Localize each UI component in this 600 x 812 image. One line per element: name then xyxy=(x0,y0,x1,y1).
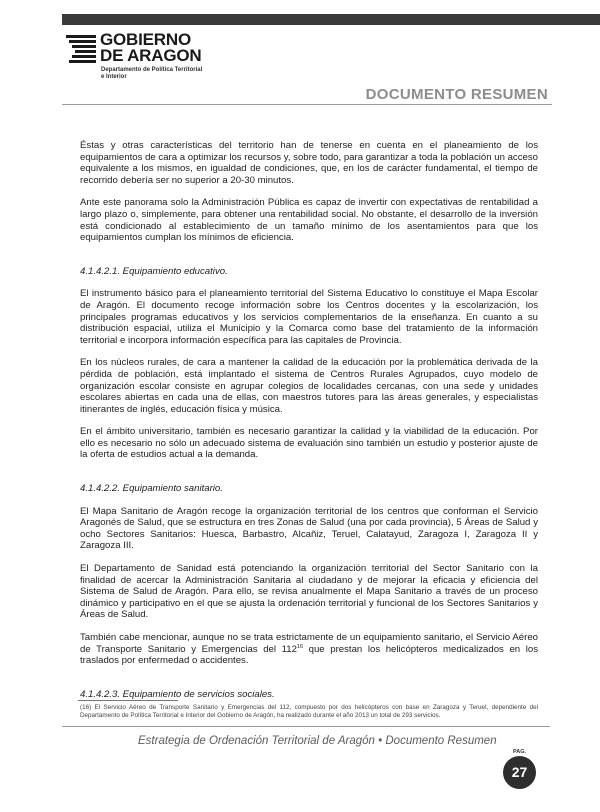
paragraph: El Departamento de Sanidad está potenciando la organización territorial del Sector Sanitario con la finalidad de acercar la Administración Sanitaria al ciudadano y de mejorar la eficacia y eficiencia del Sistema de Salud de Aragón. Para ello, se revisa anualmente el Mapa Sanitario a través de un proceso dinámico y participativo en el que se ajusta la ordenación territorial y funcional de los Sectores Sanitarios y Áreas de Salud. xyxy=(80,563,538,621)
main-content xyxy=(80,140,538,711)
footnote: (16) El Servicio Aéreo de Transporte Sanitario y Emergencias del 112, compuesto por dos helicópteros con base en Zaragoza y Teruel, dependiente del Departamento de Política Territorial e Interior del Gobierno de Aragón, ha realizado durante el año 2013 un total de 293 servicios. xyxy=(80,704,538,719)
paragraph: Ante este panorama solo la Administración Pública es capaz de invertir con expectativas de rentabilidad a largo plazo o, simplemente, para obtener una rentabilidad social. No obstante, el desarrollo de la inversión está condicionado al establecimiento de un tamaño mínimo de los asentamientos para que los equipamientos cumplan los mínimos de eficiencia. xyxy=(80,197,538,244)
paragraph-text: que prestan los helicópteros medicalizados en los traslados por enfermedad o accidentes. xyxy=(80,643,538,667)
department-line-1: Departamento de Política Territorial xyxy=(101,67,203,73)
department-name xyxy=(101,67,202,81)
top-bar xyxy=(62,14,600,25)
section-heading-sanitario: 4.1.4.2.2. Equipamiento sanitario. xyxy=(80,483,223,495)
paragraph: Éstas y otras características del territorio han de tenerse en cuenta en el planeamiento de los equipamientos de cara a optimizar los recursos y, sobre todo, para garantizar a toda la población un acceso equivalente a los mismos, en igualdad de condiciones, que, en los de carácter fundamental, el tiempo de recorrido debería ser no superior a 20-30 minutos. xyxy=(80,140,538,186)
footer-divider xyxy=(62,726,550,727)
page-number: 27 xyxy=(503,756,536,789)
footer-title: Estrategia de Ordenación Territorial de Aragón • Documento Resumen xyxy=(138,735,497,747)
paragraph: En el ámbito universitario, también es necesario garantizar la calidad y la viabilidad de la educación. Por ello es necesario no sólo un adecuado sistema de evaluación sino también un estudio y posterior ajuste de la oferta de estudios actual a la demanda. xyxy=(80,426,538,461)
logo-line-1: GOBIERNO xyxy=(100,30,191,49)
section-heading-educativo: 4.1.4.2.1. Equipamiento educativo. xyxy=(80,265,228,277)
aragon-emblem-icon xyxy=(66,33,100,67)
gobierno-aragon-logo xyxy=(66,32,266,92)
paragraph xyxy=(80,632,538,667)
paragraph-text: También cabe mencionar, aunque no se trata estrictamente de un equipamiento sanitario, el Servicio Aéreo de Transporte Sanitario y Emergencias del 112 xyxy=(80,632,538,655)
header-divider xyxy=(62,104,552,105)
section-heading-servicios-sociales: 4.1.4.2.3. Equipamiento de servicios sociales. xyxy=(80,688,275,700)
paragraph: En los núcleos rurales, de cara a mantener la calidad de la educación por la problemática derivada de la pérdida de población, está implantado el sistema de Centros Rurales Agrupados, cuyo modelo de organización escolar consiste en agrupar colegios de localidades cercanas, con una sede y unidades escolares abiertas en cada una de ellas, con maestros tutores para las áreas generales, y especialistas itinerantes de inglés, educación física y música. xyxy=(80,357,538,415)
footnote-divider xyxy=(78,700,178,701)
footnote-reference[interactable]: 16 xyxy=(296,643,304,650)
department-line-2: e Interior xyxy=(101,74,127,80)
paragraph: El Mapa Sanitario de Aragón recoge la organización territorial de los centros que conforman el Servicio Aragonés de Salud, que se estructura en tres Zonas de Salud (una por cada provincia), 5 Áreas de Salud y ocho Sectores Sanitarios: Huesca, Barbastro, Alcañiz, Teruel, Calatayud, Zaragoza I, Zaragoza II y Zaragoza III. xyxy=(80,505,538,552)
paragraph: El instrumento básico para el planeamiento territorial del Sistema Educativo lo constituye el Mapa Escolar de Aragón. El documento recoge información sobre los Centros docentes y la escolarización, los principales programas educativos y los servicios complementarios de la enseñanza. En cuanto a su distribución espacial, utiliza el Municipio y la Comarca como base del tratamiento de la información territorial e incorpora información específica para las capitales de Provincia. xyxy=(80,288,538,346)
document-type-heading: DOCUMENTO RESUMEN xyxy=(365,86,548,103)
page-label: PAG. xyxy=(513,749,527,755)
logo-line-2: DE ARAGON xyxy=(100,46,202,65)
logo-title xyxy=(100,32,201,64)
